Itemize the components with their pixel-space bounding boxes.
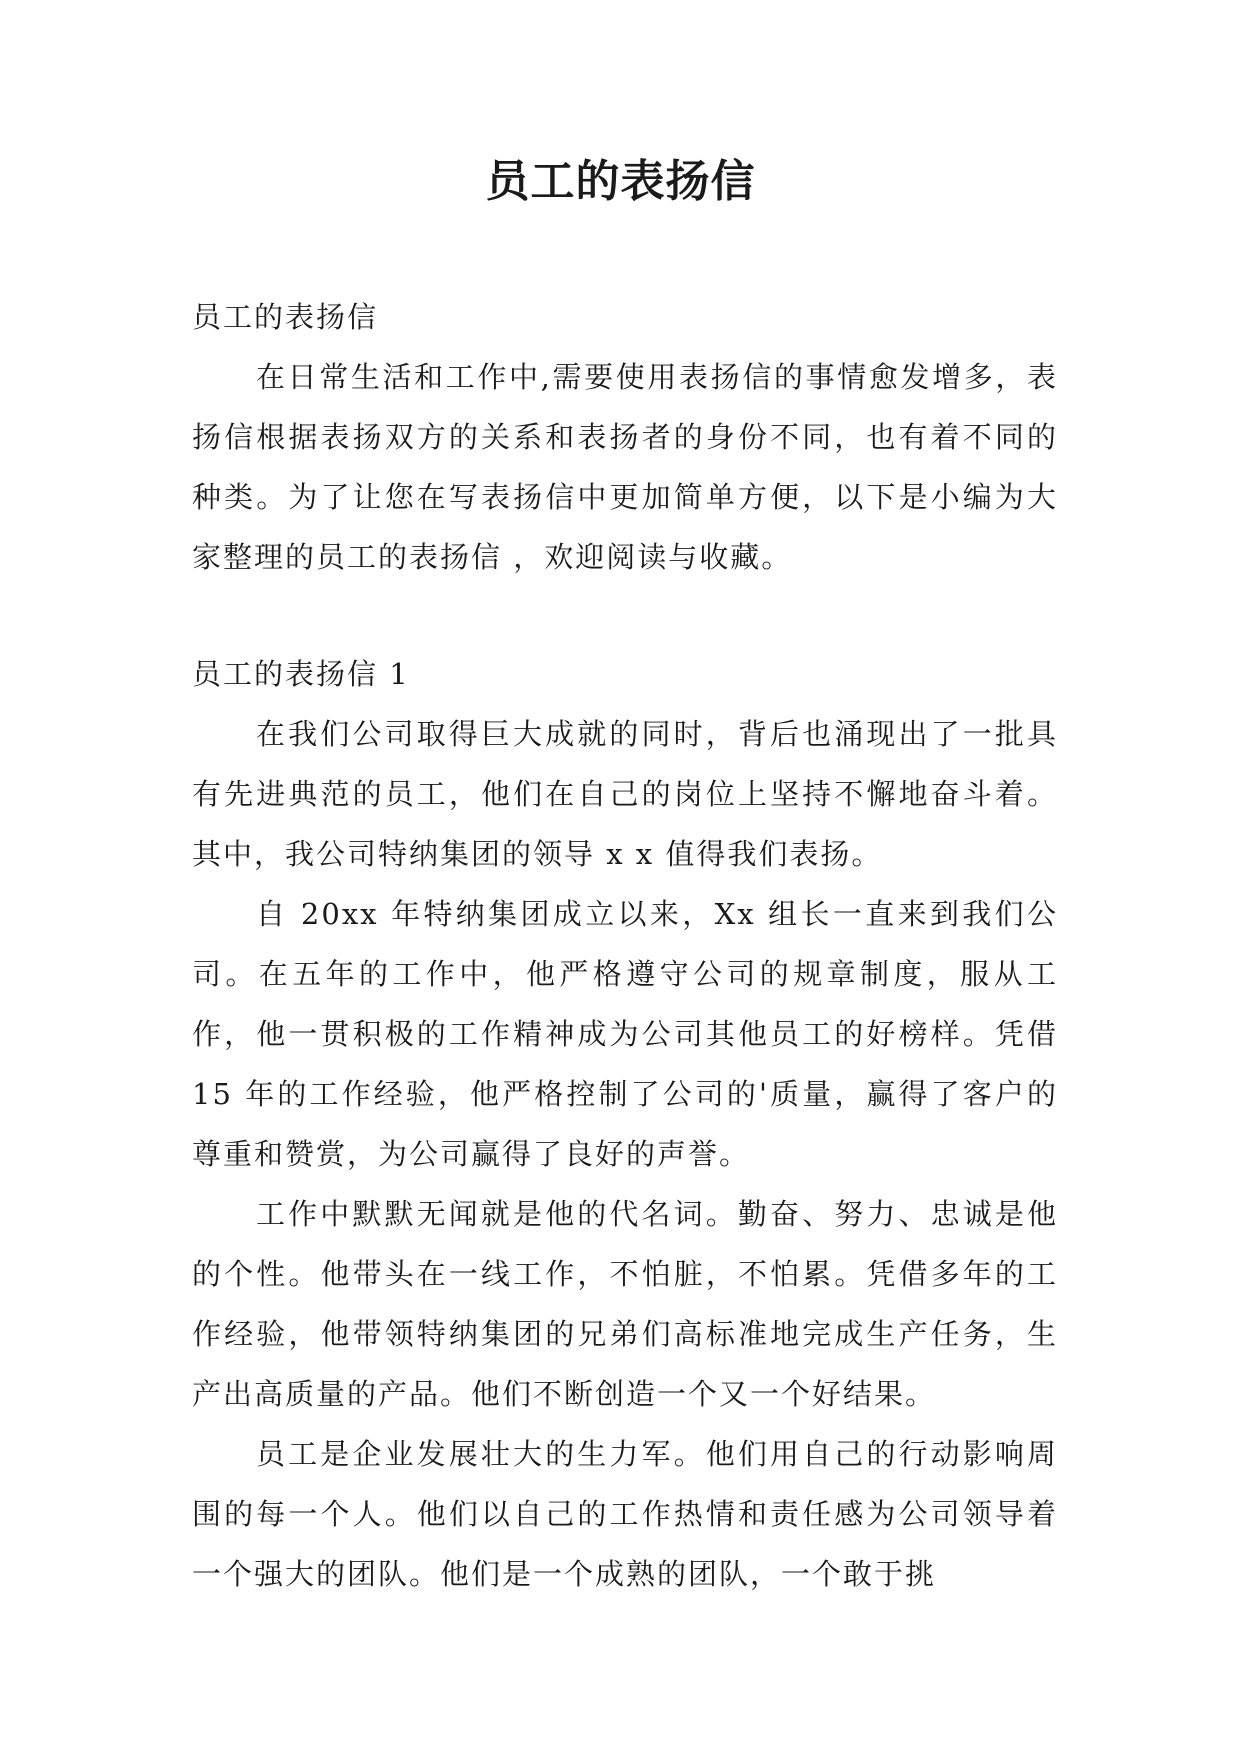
document-body bbox=[192, 287, 1058, 1604]
body-paragraph: 在我们公司取得巨大成就的同时，背后也涌现出了一批具有先进典范的员工，他们在自己的岗位上坚持不懈地奋斗着。其中，我公司特纳集团的领导 x x 值得我们表扬。 bbox=[192, 717, 1058, 871]
section-spacer bbox=[192, 587, 1058, 644]
intro-heading: 员工的表扬信 bbox=[192, 300, 379, 334]
body-paragraph: 员工是企业发展壮大的生力军。他们用自己的行动影响周围的每一个人。他们以自己的工作热情和责任感为公司领导着一个强大的团队。他们是一个成熟的团队，一个敢于挑 bbox=[192, 1437, 1058, 1591]
section-heading: 员工的表扬信 1 bbox=[192, 657, 410, 691]
body-paragraph: 工作中默默无闻就是他的代名词。勤奋、努力、忠诚是他的个性。他带头在一线工作，不怕脏，不怕累。凭借多年的工作经验，他带领特纳集团的兄弟们高标准地完成生产任务，生产出高质量的产品。他们不断创造一个又一个好结果。 bbox=[192, 1197, 1058, 1411]
intro-paragraph: 在日常生活和工作中,需要使用表扬信的事情愈发增多，表扬信根据表扬双方的关系和表扬者的身份不同，也有着不同的种类。为了让您在写表扬信中更加简单方便，以下是小编为大家整理的员工的表扬信 ，欢迎阅读与收藏。 bbox=[192, 360, 1058, 574]
body-paragraph: 自 20xx 年特纳集团成立以来，Xx 组长一直来到我们公司。在五年的工作中，他严格遵守公司的规章制度，服从工作，他一贯积极的工作精神成为公司其他员工的好榜样。凭借 15 年的工作经验，他严格控制了公司的'质量，赢得了客户的尊重和赞赏，为公司赢得了良好的声誉。 bbox=[192, 897, 1058, 1171]
document-title: 员工的表扬信 bbox=[485, 156, 756, 207]
